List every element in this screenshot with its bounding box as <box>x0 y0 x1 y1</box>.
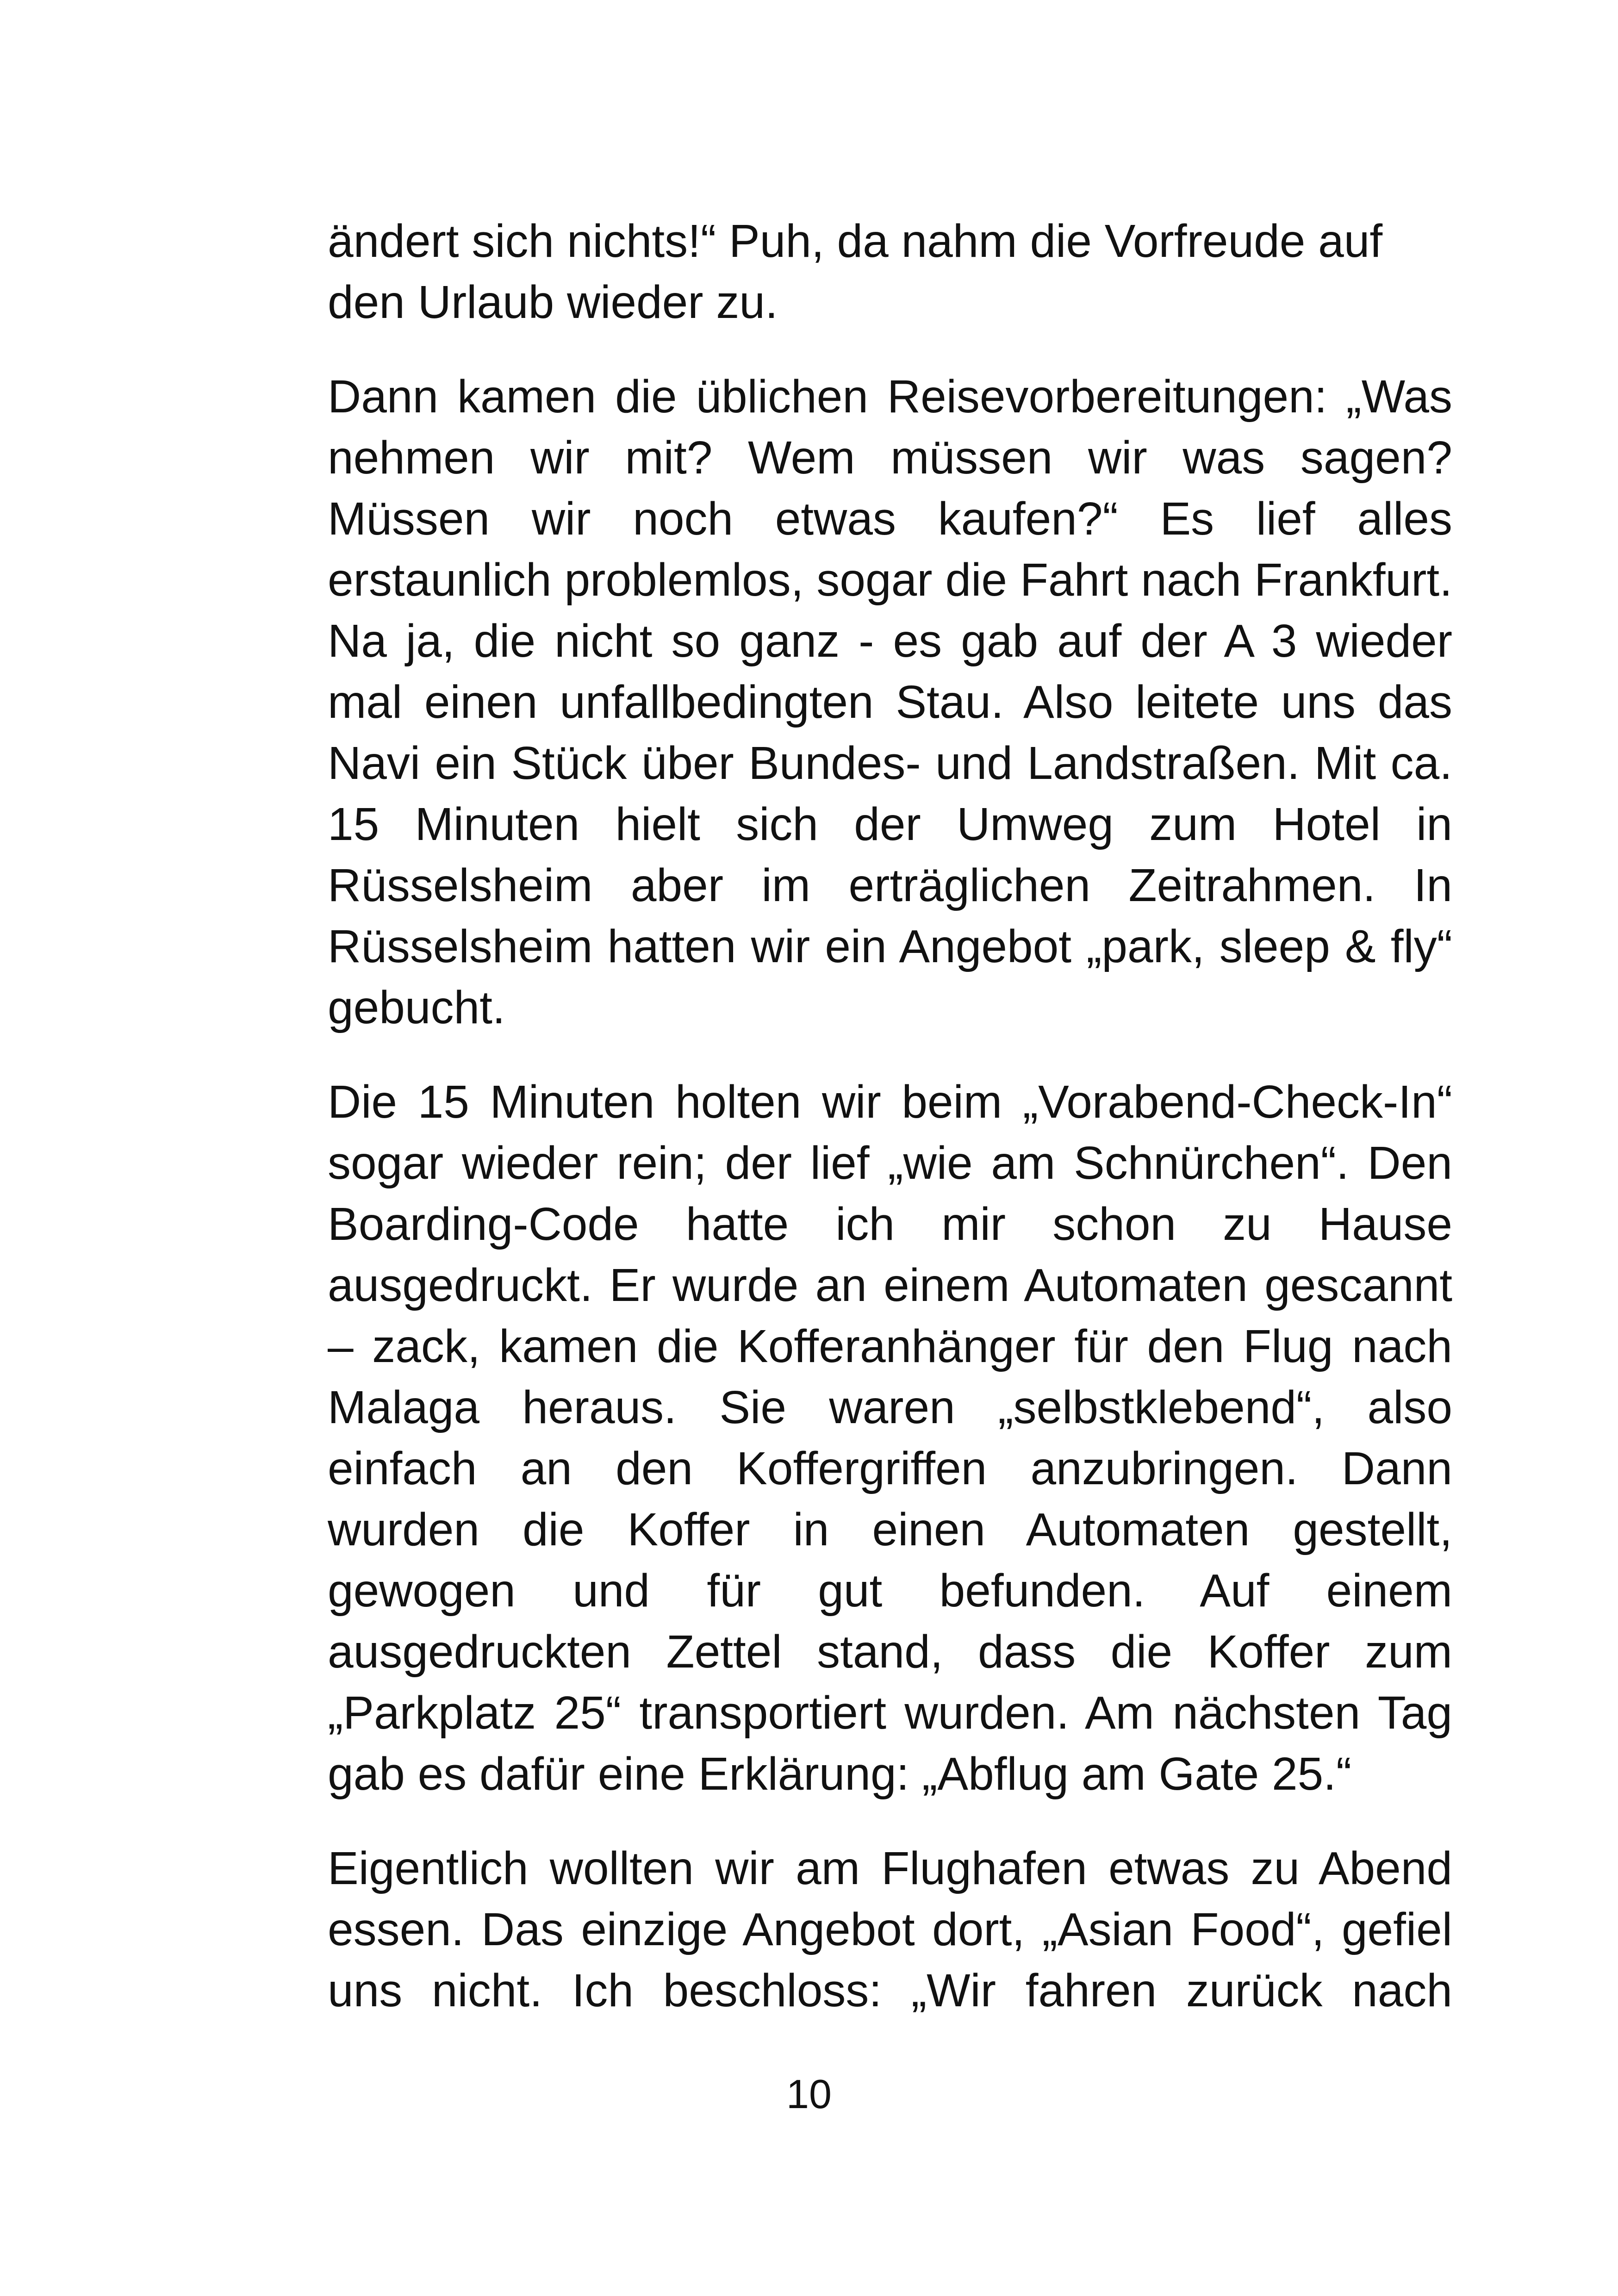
paragraph-2: Dann kamen die üblichen Reisevorbereitungen: „Was nehmen wir mit? Wem müssen wir was sagen? Müssen wir noch etwas kaufen?“ Es lief alles erstaunlich problemlos, sogar die Fahrt nach Frankfurt. Na ja, die nicht so ganz - es gab auf der A 3 wieder mal einen unfallbedingten Stau. Also leitete uns das Navi ein Stück über Bundes- und Landstraßen. Mit ca. 15 Minuten hielt sich der Umweg zum Hotel in Rüsselsheim aber im erträglichen Zeitrahmen. In Rüsselsheim hatten wir ein Angebot „park, sleep & fly“ gebucht. <box>328 371 1452 1033</box>
paragraph-4: Eigentlich wollten wir am Flughafen etwas zu Abend essen. Das einzige Angebot dort, „Asian Food“, gefiel uns nicht. Ich beschloss: „Wir fahren zurück nach <box>328 1842 1452 2016</box>
paragraph-3: Die 15 Minuten holten wir beim „Vorabend-Check-In“ sogar wieder rein; der lief „wie am Schnürchen“. Den Boarding-Code hatte ich mir schon zu Hause ausgedruckt. Er wurde an einem Automaten gescannt – zack, kamen die Kofferanhänger für den Flug nach Malaga heraus. Sie waren „selbstklebend“, also einfach an den Koffergriffen anzubringen. Dann wurden die Koffer in einen Automaten gestellt, gewogen und für gut befunden. Auf einem ausgedruckten Zettel stand, dass die Koffer zum „Parkplatz 25“ transportiert wurden. Am nächsten Tag gab es dafür eine Erklärung: „Abflug am Gate 25.“ <box>328 1076 1452 1800</box>
body-text <box>328 211 1452 2054</box>
paragraph-1: ändert sich nichts!“ Puh, da nahm die Vorfreude auf den Urlaub wieder zu. <box>328 215 1383 328</box>
page-number: 10 <box>786 2071 832 2117</box>
